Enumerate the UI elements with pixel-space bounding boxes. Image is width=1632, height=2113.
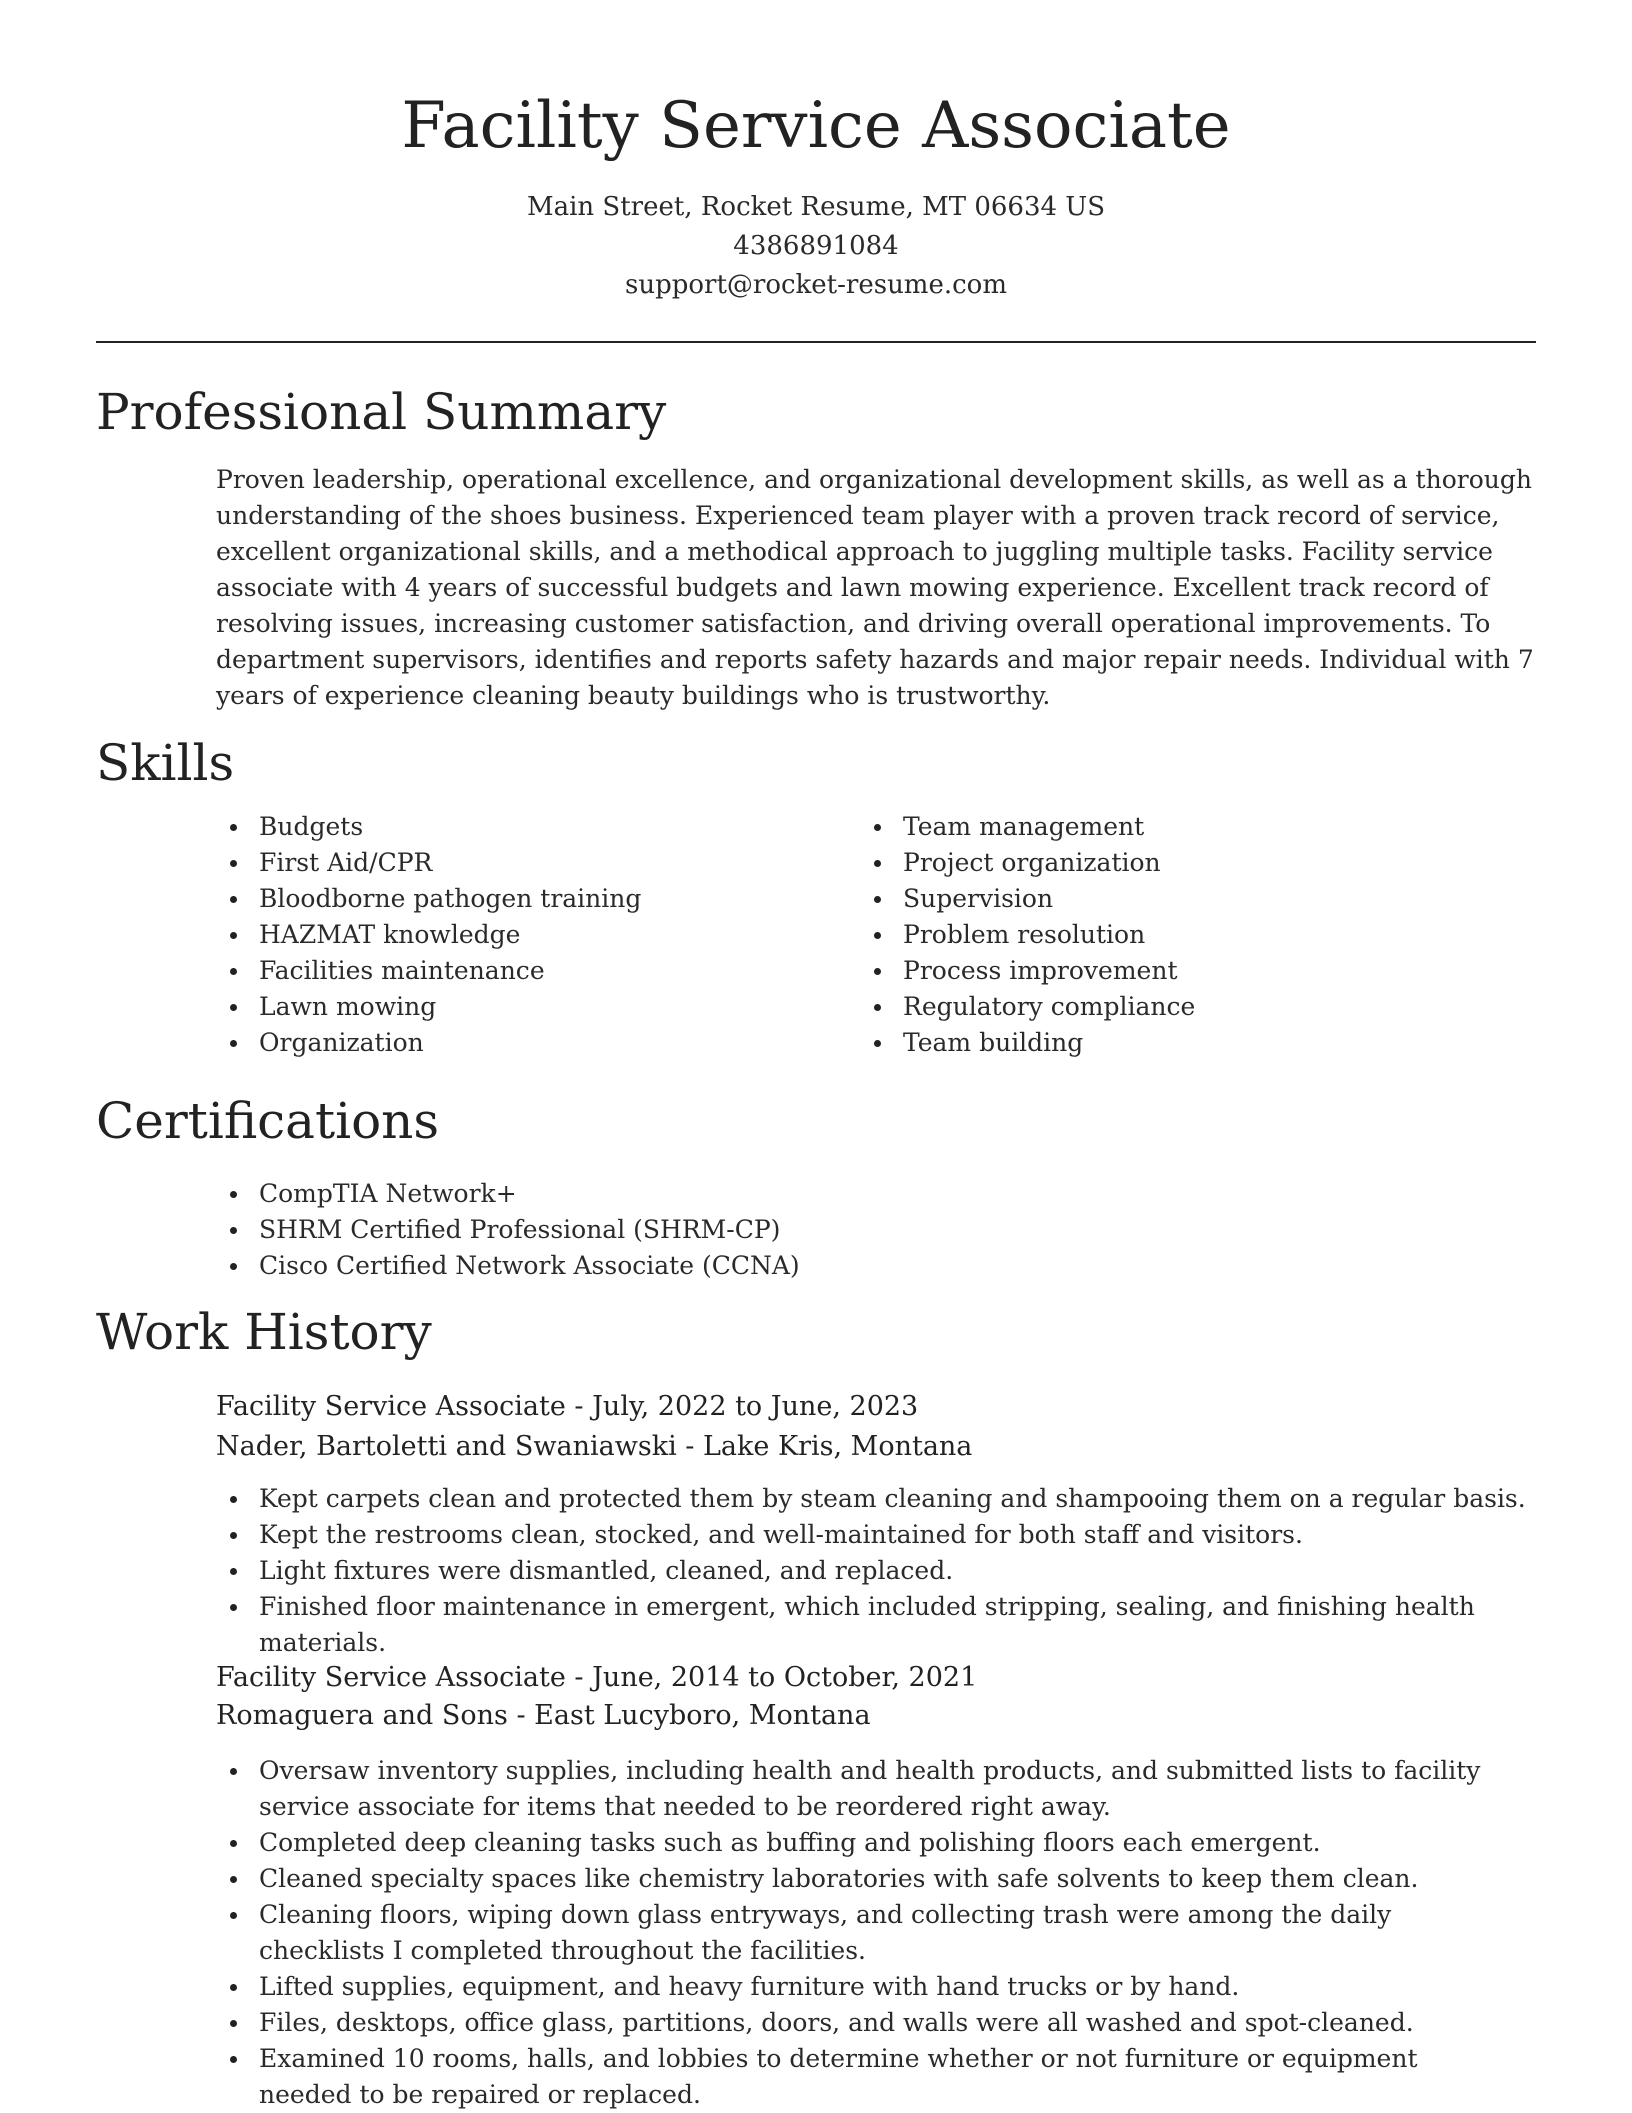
section-title-skills: Skills bbox=[96, 734, 235, 792]
job-bullets bbox=[215, 1481, 1555, 1661]
email-address: support@rocket-resume.com bbox=[624, 270, 1007, 300]
skills-list-left bbox=[215, 809, 815, 1061]
certifications-list bbox=[215, 1176, 1535, 1284]
header-divider bbox=[96, 341, 1536, 343]
section-title-certifications: Certifications bbox=[96, 1092, 440, 1150]
skills-list-right bbox=[859, 809, 1499, 1061]
skill-item: Organization bbox=[215, 1025, 815, 1061]
phone-number: 4386891084 bbox=[733, 231, 899, 261]
job-bullet-item: Cleaning floors, wiping down glass entryways, and collecting trash were among the daily checklists I completed throughout the facilities. bbox=[215, 1897, 1515, 1969]
job-title-line: Facility Service Associate - June, 2014 to October, 2021 bbox=[216, 1662, 978, 1693]
job-bullets bbox=[215, 1753, 1515, 2113]
section-title-work-history: Work History bbox=[96, 1303, 432, 1361]
skill-item: Bloodborne pathogen training bbox=[215, 881, 815, 917]
skill-item: HAZMAT knowledge bbox=[215, 917, 815, 953]
job-company-line: Nader, Bartoletti and Swaniawski - Lake Kris, Montana bbox=[216, 1431, 973, 1462]
job-bullet-item: Cleaned specialty spaces like chemistry laboratories with safe solvents to keep them clean. bbox=[215, 1861, 1515, 1897]
skill-item: Team management bbox=[859, 809, 1499, 845]
section-title-summary: Professional Summary bbox=[96, 383, 667, 441]
skill-item: Facilities maintenance bbox=[215, 953, 815, 989]
job-bullet-item: Lifted supplies, equipment, and heavy furniture with hand trucks or by hand. bbox=[215, 1969, 1515, 2005]
job-bullet-item: Kept carpets clean and protected them by steam cleaning and shampooing them on a regular basis. bbox=[215, 1481, 1555, 1517]
skill-item: First Aid/CPR bbox=[215, 845, 815, 881]
job-bullet-item: Finished floor maintenance in emergent, which included stripping, sealing, and finishing health materials. bbox=[215, 1589, 1555, 1661]
skill-item: Regulatory compliance bbox=[859, 989, 1499, 1025]
job-bullet-item: Oversaw inventory supplies, including health and health products, and submitted lists to facility service associate for items that needed to be reordered right away. bbox=[215, 1753, 1515, 1825]
job-bullet-item: Examined 10 rooms, halls, and lobbies to determine whether or not furniture or equipment needed to be repaired or replaced. bbox=[215, 2041, 1515, 2113]
candidate-name: Facility Service Associate bbox=[401, 89, 1231, 163]
skill-item: Budgets bbox=[215, 809, 815, 845]
address: Main Street, Rocket Resume, MT 06634 US bbox=[526, 192, 1106, 222]
job-bullet-item: Files, desktops, office glass, partitions, doors, and walls were all washed and spot-cleaned. bbox=[215, 2005, 1515, 2041]
certification-item: CompTIA Network+ bbox=[215, 1176, 1535, 1212]
certification-item: SHRM Certified Professional (SHRM-CP) bbox=[215, 1212, 1535, 1248]
skill-item: Team building bbox=[859, 1025, 1499, 1061]
skill-item: Lawn mowing bbox=[215, 989, 815, 1025]
resume-header bbox=[0, 82, 1632, 305]
skill-item: Supervision bbox=[859, 881, 1499, 917]
skill-item: Problem resolution bbox=[859, 917, 1499, 953]
certification-item: Cisco Certified Network Associate (CCNA) bbox=[215, 1248, 1535, 1284]
skill-item: Project organization bbox=[859, 845, 1499, 881]
summary-text: Proven leadership, operational excellence, and organizational development skills, as well as a thorough understanding of the shoes business. Experienced team player with a proven track record of service, excellent organizational skills, and a methodical approach to juggling multiple tasks. Facility service associate with 4 years of successful budgets and lawn mowing experience. Excellent track record of resolving issues, increasing customer satisfaction, and driving overall operational improvements. To department supervisors, identifies and reports safety hazards and major repair needs. Individual with 7 years of experience cleaning beauty buildings who is trustworthy. bbox=[216, 465, 1534, 710]
job-title-line: Facility Service Associate - July, 2022 to June, 2023 bbox=[216, 1391, 919, 1422]
job-bullet-item: Light fixtures were dismantled, cleaned, and replaced. bbox=[215, 1553, 1555, 1589]
contact-info bbox=[0, 188, 1632, 305]
job-bullet-item: Completed deep cleaning tasks such as buffing and polishing floors each emergent. bbox=[215, 1825, 1515, 1861]
job-company-line: Romaguera and Sons - East Lucyboro, Montana bbox=[216, 1700, 871, 1731]
skill-item: Process improvement bbox=[859, 953, 1499, 989]
job-bullet-item: Kept the restrooms clean, stocked, and well-maintained for both staff and visitors. bbox=[215, 1517, 1555, 1553]
